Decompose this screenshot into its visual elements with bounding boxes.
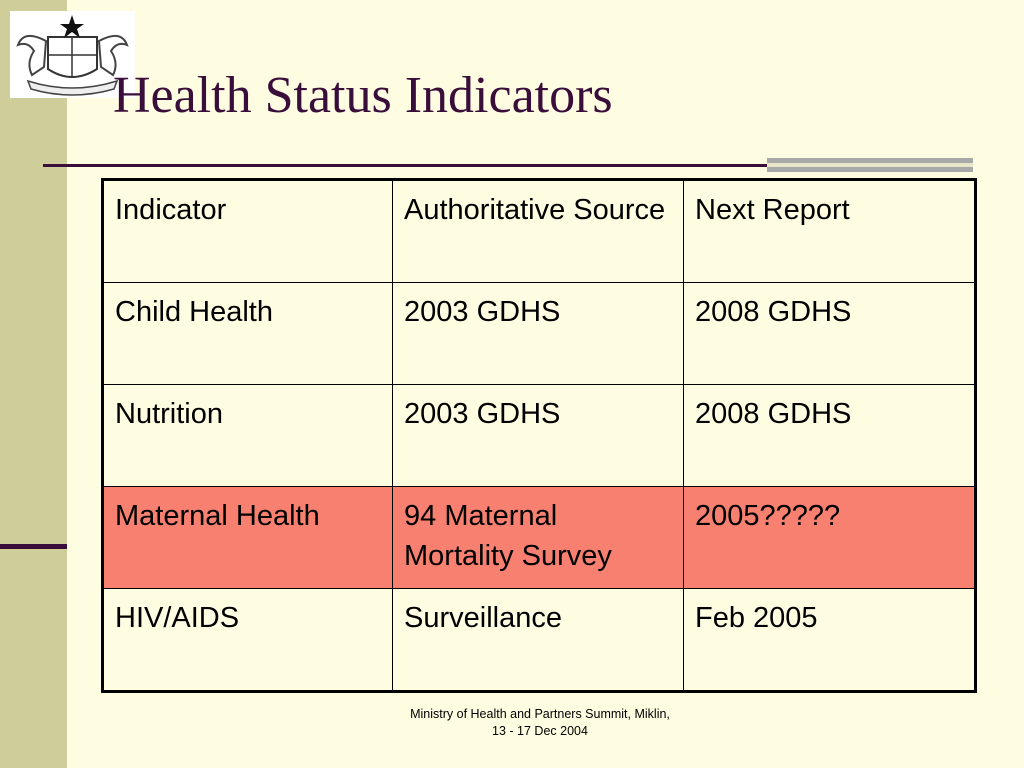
left-accent-bar xyxy=(0,544,67,549)
table-header-row xyxy=(103,180,976,283)
footer-line-2: 13 - 17 Dec 2004 xyxy=(492,724,588,738)
header-next-report: Next Report xyxy=(684,180,976,283)
row-indicator: HIV/AIDS xyxy=(103,589,393,692)
row-next-report: 2008 GDHS xyxy=(684,283,976,385)
footer-line-1: Ministry of Health and Partners Summit, Miklin, xyxy=(410,707,670,721)
row-next-report: 2008 GDHS xyxy=(684,385,976,487)
table-row-highlighted xyxy=(103,487,976,589)
indicators-table xyxy=(101,178,977,693)
title-underline-accent xyxy=(767,158,973,172)
table-row xyxy=(103,385,976,487)
row-next-report: 2005????? xyxy=(684,487,976,589)
row-indicator: Maternal Health xyxy=(103,487,393,589)
row-source: 94 Maternal Mortality Survey xyxy=(393,487,684,589)
row-source: Surveillance xyxy=(393,589,684,692)
table-row xyxy=(103,589,976,692)
header-indicator: Indicator xyxy=(103,180,393,283)
row-indicator: Nutrition xyxy=(103,385,393,487)
row-next-report: Feb 2005 xyxy=(684,589,976,692)
header-authoritative-source: Authoritative Source xyxy=(393,180,684,283)
row-source: 2003 GDHS xyxy=(393,385,684,487)
row-indicator: Child Health xyxy=(103,283,393,385)
table-row xyxy=(103,283,976,385)
row-source: 2003 GDHS xyxy=(393,283,684,385)
left-decorative-band xyxy=(0,0,67,768)
slide-footer xyxy=(340,706,740,740)
slide-title: Health Status Indicators xyxy=(113,67,613,124)
